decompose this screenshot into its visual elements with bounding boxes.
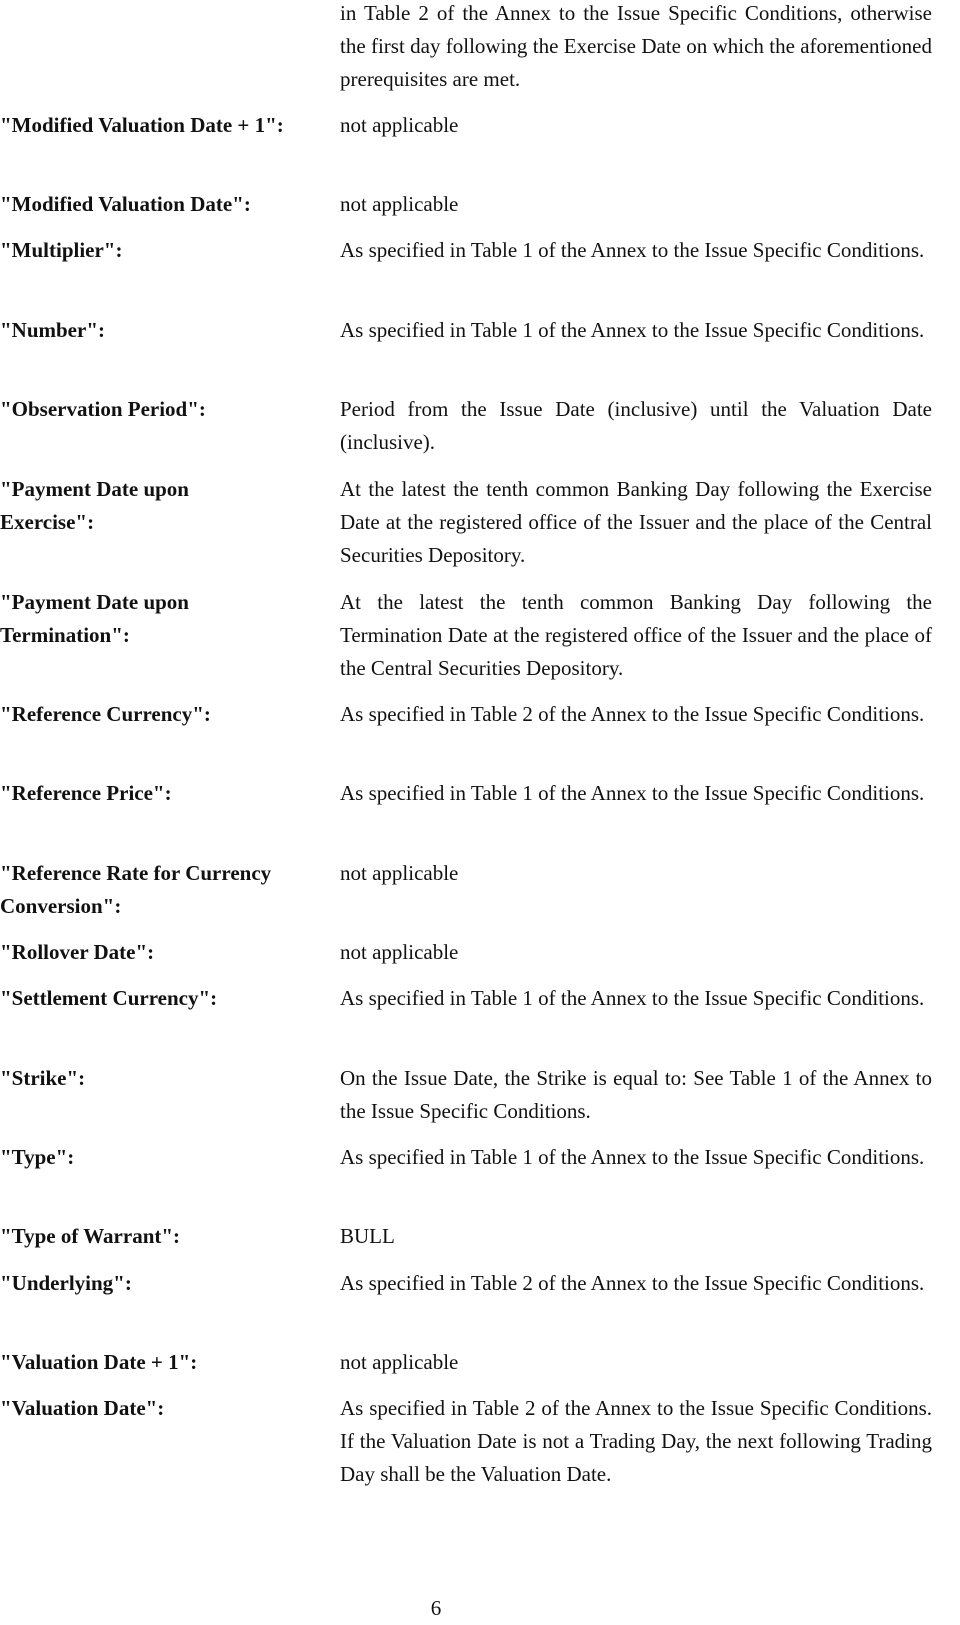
term-label: "Type": [0, 1145, 75, 1169]
definition-text: At the latest the tenth common Banking Day following the Exercise Date at the registered office of the Issuer and the place of the Central Securities Depository. [340, 477, 932, 567]
definition-text: not applicable [340, 861, 459, 885]
term-label: "Modified Valuation Date + 1": [0, 113, 284, 137]
term-label: "Modified Valuation Date": [0, 192, 251, 216]
term-label: "Payment Date upon Termination": [0, 590, 189, 647]
term-label: "Multiplier": [0, 238, 123, 262]
definition-text: As specified in Table 1 of the Annex to the Issue Specific Conditions. [340, 986, 925, 1010]
term-label: "Reference Price": [0, 781, 172, 805]
definition-text: not applicable [340, 1350, 459, 1374]
page-number: 6 [430, 1596, 442, 1620]
definition-text: not applicable [340, 940, 459, 964]
term-label: "Rollover Date": [0, 940, 155, 964]
term-label: "Payment Date upon Exercise": [0, 477, 189, 534]
definition-text: As specified in Table 1 of the Annex to the Issue Specific Conditions. [340, 1145, 925, 1169]
definition-text: not applicable [340, 113, 459, 137]
definition-text: As specified in Table 1 of the Annex to the Issue Specific Conditions. [340, 238, 925, 262]
definition-text: BULL [340, 1224, 395, 1248]
term-label: "Reference Currency": [0, 702, 211, 726]
term-label: "Settlement Currency": [0, 986, 218, 1010]
definition-text: At the latest the tenth common Banking Day following the Termination Date at the registered office of the Issuer and the place of the Central Securities Depository. [340, 590, 932, 680]
term-label: "Valuation Date": [0, 1396, 165, 1420]
definition-text: As specified in Table 1 of the Annex to the Issue Specific Conditions. [340, 781, 925, 805]
definition-text: As specified in Table 2 of the Annex to the Issue Specific Conditions. [340, 1271, 925, 1295]
definition-text: As specified in Table 2 of the Annex to the Issue Specific Conditions. If the Valuation Date is not a Trading Day, the next following Trading Day shall be the Valuation Date. [340, 1396, 932, 1486]
definition-text: not applicable [340, 192, 459, 216]
term-label: "Reference Rate for Currency Conversion": [0, 861, 272, 918]
definition-continuation: in Table 2 of the Annex to the Issue Specific Conditions, otherwise the first day following the Exercise Date on which the aforementioned prerequisites are met. [340, 1, 932, 91]
term-label: "Valuation Date + 1": [0, 1350, 198, 1374]
term-label: "Type of Warrant": [0, 1224, 181, 1248]
definition-text: On the Issue Date, the Strike is equal to: See Table 1 of the Annex to the Issue Specific Conditions. [340, 1066, 932, 1123]
term-label: "Number": [0, 318, 105, 342]
definition-text: Period from the Issue Date (inclusive) until the Valuation Date (inclusive). [340, 397, 932, 454]
term-label: "Underlying": [0, 1271, 132, 1295]
term-label: "Observation Period": [0, 397, 206, 421]
definition-text: As specified in Table 2 of the Annex to the Issue Specific Conditions. [340, 702, 925, 726]
definition-text: As specified in Table 1 of the Annex to the Issue Specific Conditions. [340, 318, 925, 342]
term-label: "Strike": [0, 1066, 86, 1090]
